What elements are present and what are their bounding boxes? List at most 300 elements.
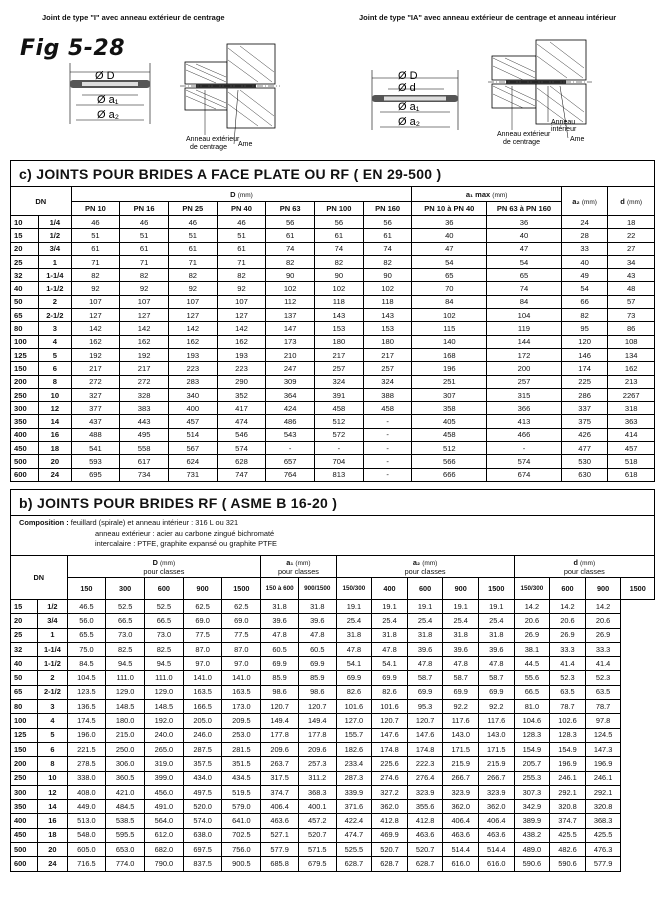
value-cell: 111.0: [106, 671, 145, 685]
table-row: [11, 814, 655, 828]
value-cell: 484.5: [106, 800, 145, 814]
value-cell: 458: [363, 402, 412, 415]
value-cell: 339.9: [336, 785, 372, 799]
inch-cell: 3: [38, 700, 67, 714]
value-cell: 474.7: [336, 828, 372, 842]
value-cell: 162: [120, 335, 169, 348]
value-cell: 328: [120, 388, 169, 401]
gasket-drawings: [0, 0, 667, 160]
value-cell: 142: [168, 322, 217, 335]
value-cell: 837.5: [183, 857, 222, 871]
value-cell: 408.0: [67, 785, 106, 799]
value-cell: 148.5: [145, 700, 184, 714]
value-cell: 247: [266, 362, 315, 375]
value-cell: 46: [120, 216, 169, 229]
value-cell: 400.1: [298, 800, 336, 814]
value-cell: 574: [487, 455, 562, 468]
dn-cell: 600: [11, 468, 39, 481]
table-asme-b16-20: [10, 555, 655, 872]
value-cell: 47: [487, 242, 562, 255]
value-cell: 124.5: [585, 728, 621, 742]
figure-label: Fig 5-28: [20, 36, 126, 61]
value-cell: 463.6: [478, 828, 514, 842]
value-cell: 338.0: [67, 771, 106, 785]
value-cell: 225.6: [372, 757, 408, 771]
value-cell: 107: [71, 295, 120, 308]
value-cell: 82: [71, 269, 120, 282]
value-cell: -: [266, 442, 315, 455]
value-cell: 173.0: [222, 700, 261, 714]
value-cell: 474: [217, 415, 266, 428]
value-cell: 434.5: [222, 771, 261, 785]
inch-cell: 2-1/2: [38, 685, 67, 699]
value-cell: 20.6: [550, 614, 586, 628]
value-cell: 143.0: [443, 728, 479, 742]
value-cell: 24: [561, 216, 608, 229]
dn-cell: 65: [11, 685, 38, 699]
value-cell: 74: [363, 242, 412, 255]
value-cell: 702.5: [222, 828, 261, 842]
value-cell: 278.5: [67, 757, 106, 771]
value-cell: 120.7: [372, 714, 408, 728]
value-cell: 180: [315, 335, 364, 348]
value-cell: 318: [608, 402, 655, 415]
value-cell: 357.5: [183, 757, 222, 771]
value-cell: 65: [412, 269, 487, 282]
value-cell: 141.0: [222, 671, 261, 685]
value-cell: 196: [412, 362, 487, 375]
dn-cell: 20: [11, 242, 39, 255]
col-pn160: PN 160: [363, 202, 412, 216]
value-cell: 360.5: [106, 771, 145, 785]
table-row: [11, 857, 655, 871]
value-cell: 49: [561, 269, 608, 282]
inch-cell: 1/2: [39, 229, 71, 242]
value-cell: 223: [217, 362, 266, 375]
value-cell: 148.5: [106, 700, 145, 714]
value-cell: 31.8: [407, 628, 443, 642]
value-cell: 482.6: [550, 843, 586, 857]
value-cell: 102: [315, 282, 364, 295]
value-cell: 127: [71, 309, 120, 322]
value-cell: 182.6: [336, 742, 372, 756]
value-cell: 466: [487, 428, 562, 441]
value-cell: 66.5: [145, 614, 184, 628]
value-cell: 102: [363, 282, 412, 295]
value-cell: 406.4: [261, 800, 299, 814]
value-cell: 48: [608, 282, 655, 295]
inch-cell: 8: [39, 375, 71, 388]
value-cell: 192.0: [145, 714, 184, 728]
inch-cell: 1/4: [39, 216, 71, 229]
value-cell: 538.5: [106, 814, 145, 828]
value-cell: 128.3: [550, 728, 586, 742]
col-a1-pn63-160: PN 63 à PN 160: [487, 202, 562, 216]
value-cell: 155.7: [336, 728, 372, 742]
value-cell: 327.2: [372, 785, 408, 799]
value-cell: -: [363, 415, 412, 428]
value-cell: 290: [217, 375, 266, 388]
value-cell: 525.5: [336, 843, 372, 857]
value-cell: 62.5: [222, 600, 261, 614]
col-a1-pn10-40: PN 10 à PN 40: [412, 202, 487, 216]
value-cell: -: [487, 442, 562, 455]
value-cell: 82.6: [336, 685, 372, 699]
value-cell: 406.4: [443, 814, 479, 828]
inch-cell: 6: [38, 742, 67, 756]
value-cell: 682.0: [145, 843, 184, 857]
dn-cell: 125: [11, 348, 39, 361]
value-cell: 685.8: [261, 857, 299, 871]
value-cell: 47.8: [298, 628, 336, 642]
value-cell: -: [363, 455, 412, 468]
value-cell: 457: [608, 442, 655, 455]
value-cell: 205.0: [183, 714, 222, 728]
value-cell: 69.9: [443, 685, 479, 699]
value-cell: 43: [608, 269, 655, 282]
table-row: [11, 388, 655, 401]
inch-cell: 2-1/2: [39, 309, 71, 322]
dn-cell: 350: [11, 800, 38, 814]
value-cell: 71: [168, 255, 217, 268]
value-cell: 85.9: [298, 671, 336, 685]
value-cell: 31.8: [443, 628, 479, 642]
value-cell: 162: [217, 335, 266, 348]
table-row: [11, 742, 655, 756]
dn-cell: 200: [11, 375, 39, 388]
value-cell: 31.8: [298, 600, 336, 614]
value-cell: 641.0: [222, 814, 261, 828]
inch-cell: 1-1/2: [39, 282, 71, 295]
value-cell: 90: [315, 269, 364, 282]
dim-a2-left: Ø a₂: [97, 109, 119, 121]
value-cell: 196.9: [550, 757, 586, 771]
value-cell: 98.6: [261, 685, 299, 699]
value-cell: 47.8: [336, 642, 372, 656]
caption-type-i: Joint de type "I" avec anneau extérieur de centrage: [42, 13, 225, 22]
value-cell: 628: [217, 455, 266, 468]
value-cell: 97.8: [585, 714, 621, 728]
value-cell: 127: [120, 309, 169, 322]
value-cell: 457: [168, 415, 217, 428]
value-cell: 26.9: [514, 628, 550, 642]
value-cell: 149.4: [298, 714, 336, 728]
col-a2-900: 900: [443, 578, 479, 600]
col-a1-900-1500: 900/1500: [298, 578, 336, 600]
value-cell: 421.0: [106, 785, 145, 799]
inch-cell: 1/2: [38, 600, 67, 614]
value-cell: 98.6: [298, 685, 336, 699]
value-cell: 168: [412, 348, 487, 361]
value-cell: 20.6: [585, 614, 621, 628]
value-cell: 399.0: [145, 771, 184, 785]
value-cell: 590.6: [514, 857, 550, 871]
value-cell: 69.9: [261, 657, 299, 671]
value-cell: 172: [487, 348, 562, 361]
value-cell: 56.0: [67, 614, 106, 628]
value-cell: 34: [608, 255, 655, 268]
value-cell: 548.0: [67, 828, 106, 842]
table-row: [11, 335, 655, 348]
value-cell: 87.0: [222, 642, 261, 656]
value-cell: 61: [266, 229, 315, 242]
inch-cell: 8: [38, 757, 67, 771]
value-cell: 488: [71, 428, 120, 441]
value-cell: 163.5: [222, 685, 261, 699]
col-a2-1500: 1500: [478, 578, 514, 600]
value-cell: 628.7: [372, 857, 408, 871]
dn-cell: 15: [11, 229, 39, 242]
composition-line-3: intercalaire : PTFE, graphite expansé ou graphite PTFE: [95, 539, 277, 548]
value-cell: 512: [315, 415, 364, 428]
dn-cell: 40: [11, 657, 38, 671]
table-row: [11, 455, 655, 468]
value-cell: 246.0: [183, 728, 222, 742]
value-cell: 456.0: [145, 785, 184, 799]
value-cell: 153: [315, 322, 364, 335]
value-cell: 101.6: [336, 700, 372, 714]
value-cell: 368.3: [585, 814, 621, 828]
value-cell: 28: [561, 229, 608, 242]
composition-label: Composition :: [19, 518, 69, 527]
value-cell: 174.8: [372, 742, 408, 756]
dn-cell: 50: [11, 295, 39, 308]
table-body-b: [11, 600, 655, 872]
value-cell: 61: [217, 242, 266, 255]
value-cell: 257: [487, 375, 562, 388]
value-cell: 154.9: [550, 742, 586, 756]
header-a2: a₂ (mm): [561, 187, 608, 216]
value-cell: 36: [412, 216, 487, 229]
value-cell: 747: [217, 468, 266, 481]
value-cell: 73.0: [145, 628, 184, 642]
inch-cell: 1: [39, 255, 71, 268]
value-cell: 274.6: [372, 771, 408, 785]
value-cell: 69.0: [222, 614, 261, 628]
value-cell: 147.6: [407, 728, 443, 742]
value-cell: 192: [120, 348, 169, 361]
value-cell: 324: [315, 375, 364, 388]
value-cell: 52.3: [550, 671, 586, 685]
value-cell: 71: [71, 255, 120, 268]
value-cell: 58.7: [443, 671, 479, 685]
value-cell: 102: [266, 282, 315, 295]
value-cell: 337: [561, 402, 608, 415]
value-cell: 40: [487, 229, 562, 242]
flange-section-type-i: [180, 44, 280, 144]
dn-cell: 300: [11, 785, 38, 799]
value-cell: 638.0: [183, 828, 222, 842]
value-cell: 255.3: [514, 771, 550, 785]
value-cell: 577.9: [585, 857, 621, 871]
dn-cell: 20: [11, 614, 38, 628]
inch-cell: 12: [39, 402, 71, 415]
value-cell: 19.1: [336, 600, 372, 614]
value-cell: 120.7: [407, 714, 443, 728]
value-cell: 25.4: [336, 614, 372, 628]
inch-cell: 2: [39, 295, 71, 308]
value-cell: 46: [217, 216, 266, 229]
label-anneau-int-right-2: intérieur: [551, 126, 577, 133]
value-cell: 78.7: [550, 700, 586, 714]
col-pn63: PN 63: [266, 202, 315, 216]
value-cell: 61: [71, 242, 120, 255]
value-cell: 566: [412, 455, 487, 468]
value-cell: 217: [363, 348, 412, 361]
table-row: [11, 269, 655, 282]
composition-line-2: anneau extérieur : acier au carbone zingué bichromaté: [95, 528, 275, 538]
table-row: [11, 309, 655, 322]
table-row: [11, 843, 655, 857]
inch-cell: 24: [38, 857, 67, 871]
value-cell: 107: [168, 295, 217, 308]
value-cell: 82.5: [145, 642, 184, 656]
value-cell: 514.4: [443, 843, 479, 857]
value-cell: 57: [608, 295, 655, 308]
value-cell: 363: [608, 415, 655, 428]
value-cell: 163.5: [183, 685, 222, 699]
value-cell: 265.0: [145, 742, 184, 756]
value-cell: 272: [71, 375, 120, 388]
value-cell: 716.5: [67, 857, 106, 871]
value-cell: 628.7: [336, 857, 372, 871]
table-row: [11, 428, 655, 441]
value-cell: 246.1: [550, 771, 586, 785]
value-cell: 47: [412, 242, 487, 255]
value-cell: 287.5: [183, 742, 222, 756]
table-row: [11, 628, 655, 642]
inch-cell: 14: [39, 415, 71, 428]
value-cell: 115: [412, 322, 487, 335]
value-cell: 78.7: [585, 700, 621, 714]
header-a2-b: a₂ (mm) pour classes: [336, 556, 514, 578]
value-cell: 323.9: [443, 785, 479, 799]
value-cell: 31.8: [478, 628, 514, 642]
value-cell: 47.8: [407, 657, 443, 671]
value-cell: 180: [363, 335, 412, 348]
inch-cell: 12: [38, 785, 67, 799]
value-cell: 514: [168, 428, 217, 441]
col-D-1500: 1500: [222, 578, 261, 600]
value-cell: 572: [315, 428, 364, 441]
value-cell: 292.1: [550, 785, 586, 799]
inch-cell: 20: [39, 455, 71, 468]
value-cell: 174.8: [407, 742, 443, 756]
col-pn16: PN 16: [120, 202, 169, 216]
col-d-1500: 1500: [621, 578, 655, 600]
value-cell: 85.9: [261, 671, 299, 685]
value-cell: 2267: [608, 388, 655, 401]
value-cell: 69.9: [298, 657, 336, 671]
inch-cell: 3/4: [39, 242, 71, 255]
table-en-29-500: [10, 186, 655, 482]
value-cell: 82.6: [372, 685, 408, 699]
value-cell: 173: [266, 335, 315, 348]
value-cell: 574: [217, 442, 266, 455]
value-cell: 147.6: [372, 728, 408, 742]
value-cell: 257: [363, 362, 412, 375]
value-cell: 371.6: [336, 800, 372, 814]
value-cell: 56: [315, 216, 364, 229]
value-cell: 54: [561, 282, 608, 295]
inch-cell: 18: [38, 828, 67, 842]
value-cell: 92: [168, 282, 217, 295]
value-cell: 221.5: [67, 742, 106, 756]
value-cell: 617: [120, 455, 169, 468]
composition-line-1: feuillard (spirale) et anneau intérieur : 316 L ou 321: [70, 518, 239, 527]
dn-cell: 150: [11, 742, 38, 756]
value-cell: 39.6: [443, 642, 479, 656]
value-cell: -: [363, 442, 412, 455]
value-cell: 31.8: [336, 628, 372, 642]
value-cell: 41.4: [550, 657, 586, 671]
inch-cell: 1: [38, 628, 67, 642]
dim-D-right: Ø D: [398, 70, 418, 82]
value-cell: 52.3: [585, 671, 621, 685]
col-D-600: 600: [145, 578, 184, 600]
value-cell: 26.9: [585, 628, 621, 642]
dn-cell: 450: [11, 442, 39, 455]
section-c-title: c) JOINTS POUR BRIDES A FACE PLATE OU RF ( EN 29-500 ): [10, 160, 655, 186]
value-cell: 287.3: [336, 771, 372, 785]
value-cell: 25.4: [478, 614, 514, 628]
value-cell: 71: [120, 255, 169, 268]
value-cell: 497.5: [183, 785, 222, 799]
value-cell: 82: [217, 269, 266, 282]
value-cell: 69.9: [478, 685, 514, 699]
value-cell: -: [363, 428, 412, 441]
value-cell: 253.0: [222, 728, 261, 742]
value-cell: 63.5: [550, 685, 586, 699]
value-cell: 813: [315, 468, 364, 481]
value-cell: 406.4: [478, 814, 514, 828]
value-cell: 63.5: [585, 685, 621, 699]
value-cell: 58.7: [407, 671, 443, 685]
table-row: [11, 600, 655, 614]
value-cell: 66.5: [106, 614, 145, 628]
value-cell: 82: [120, 269, 169, 282]
value-cell: 41.4: [585, 657, 621, 671]
col-d-600: 600: [550, 578, 586, 600]
value-cell: 36: [487, 216, 562, 229]
value-cell: 54.1: [372, 657, 408, 671]
value-cell: 136.5: [67, 700, 106, 714]
value-cell: 82: [363, 255, 412, 268]
value-cell: 62.5: [183, 600, 222, 614]
dim-d-right: Ø d: [398, 82, 416, 94]
value-cell: 66.5: [514, 685, 550, 699]
value-cell: 56: [363, 216, 412, 229]
value-cell: 605.0: [67, 843, 106, 857]
value-cell: 426: [561, 428, 608, 441]
value-cell: 46.5: [67, 600, 106, 614]
value-cell: 215.9: [443, 757, 479, 771]
value-cell: 38.1: [514, 642, 550, 656]
dn-cell: 500: [11, 843, 38, 857]
value-cell: 463.6: [261, 814, 299, 828]
value-cell: 319.0: [145, 757, 184, 771]
dn-cell: 250: [11, 771, 38, 785]
value-cell: 391: [315, 388, 364, 401]
inch-cell: 1-1/2: [38, 657, 67, 671]
value-cell: 530: [561, 455, 608, 468]
value-cell: 33.3: [550, 642, 586, 656]
value-cell: 69.9: [407, 685, 443, 699]
value-cell: 734: [120, 468, 169, 481]
value-cell: 75.0: [67, 642, 106, 656]
value-cell: 20.6: [514, 614, 550, 628]
value-cell: 250.0: [106, 742, 145, 756]
